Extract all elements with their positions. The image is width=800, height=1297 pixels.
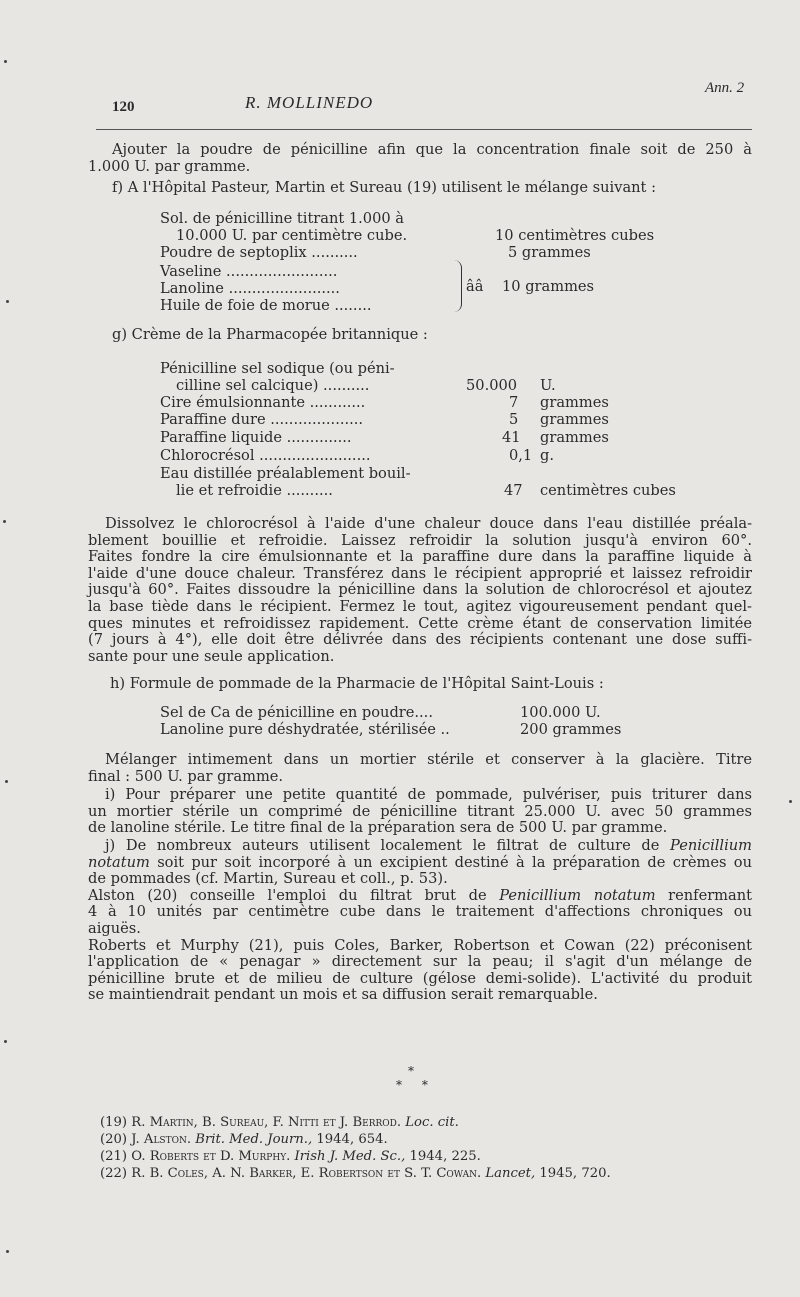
- formula-g-num: 5: [509, 411, 519, 428]
- footnote-number: (21): [100, 1149, 128, 1164]
- body-line: de pommades (cf. Martin, Sureau et coll., p. 53).: [88, 870, 448, 888]
- footnote-authors: R. Martin, B. Sureau, F. Nitti et J. Berrod.: [131, 1115, 402, 1130]
- formula-g-name: Paraffine dure ....................: [160, 411, 364, 428]
- body-line: 4 à 10 unités par centimètre cube dans le traitement d'affections chroniques ou: [88, 903, 752, 921]
- footnote-authors: J. Alston.: [131, 1132, 192, 1147]
- header-rule: [96, 129, 752, 130]
- body-line: sante pour une seule application.: [88, 647, 335, 665]
- body-line: Faites fondre la cire émulsionnante et la paraffine dure dans la paraffine liquide à: [88, 548, 752, 566]
- section-i-body: [88, 787, 752, 837]
- formula-h-qty: 200 grammes: [520, 721, 622, 738]
- formula-f-name: Huile de foie de morue ........: [160, 297, 372, 314]
- formula-g-unit: grammes: [540, 394, 609, 411]
- formula-f-qty: 10 centimètres cubes: [495, 227, 655, 244]
- separator-star: *: [408, 1064, 414, 1078]
- body-line: se maintiendrait pendant un mois et sa diffusion serait remarquable.: [88, 986, 598, 1004]
- brace-qty: 10 grammes: [502, 278, 595, 295]
- footnote-ref: Irish J. Med. Sc.,: [294, 1149, 406, 1164]
- formula-h-name: Lanoline pure déshydratée, stérilisée ..: [160, 721, 450, 738]
- footnote-tail: 1944, 654.: [316, 1132, 388, 1147]
- body-line: [88, 855, 752, 872]
- body-line: jusqu'à 60°. Faites dissoudre la pénicilline dans la solution de chlorocrésol et ajoutez: [88, 581, 752, 599]
- formula-g-name: Eau distillée préalablement bouil-: [160, 465, 411, 482]
- formula-g-name: Chlorocrésol ........................: [160, 447, 371, 464]
- formula-g-name: Cire émulsionnante ............: [160, 394, 366, 411]
- footnote-ref: Lancet,: [485, 1166, 536, 1181]
- species-name: Penicillium notatum: [499, 886, 656, 904]
- formula-g-unit: U.: [540, 377, 556, 394]
- section-h-title: h) Formule de pommade de la Pharmacie de l'Hôpital Saint-Louis :: [110, 675, 604, 692]
- intro-paragraph: [88, 142, 752, 175]
- scan-speck: [4, 60, 7, 63]
- formula-g-num: 47: [504, 482, 523, 499]
- footnote-authors: O. Roberts et D. Murphy.: [131, 1149, 291, 1164]
- formula-h-name: Sel de Ca de pénicilline en poudre....: [160, 704, 433, 721]
- body-line: Dissolvez le chlorocrésol à l'aide d'une chaleur douce dans l'eau distillée préala-: [105, 515, 752, 532]
- section-h-body: [88, 752, 752, 785]
- annotation-mark: Ann. 2: [705, 80, 745, 96]
- formula-g-unit: g.: [540, 447, 554, 464]
- footnote: [100, 1133, 388, 1148]
- body-line: l'aide d'une douce chaleur. Transférez dans le récipient approprié et laissez refroidir: [88, 564, 752, 582]
- scan-speck: [789, 800, 792, 803]
- body-line: blement bouillie et refroidie. Laissez refroidir la solution jusqu'à environ 60°.: [88, 531, 752, 549]
- species-name: notatum: [88, 853, 150, 871]
- formula-f-name: Vaseline ........................: [160, 263, 338, 280]
- formula-g-num: 0,1: [509, 447, 533, 464]
- running-header-author: R. MOLLINEDO: [245, 93, 374, 112]
- footnote-ref: Brit. Med. Journ.,: [195, 1132, 313, 1147]
- section-g-title: g) Crème de la Pharmacopée britannique :: [112, 326, 428, 343]
- formula-g-name: Paraffine liquide ..............: [160, 429, 352, 446]
- footnote-number: (22): [100, 1166, 128, 1181]
- formula-g-unit: grammes: [540, 429, 609, 446]
- formula-f-name: Sol. de pénicilline titrant 1.000 à: [160, 210, 405, 227]
- formula-f-name: Lanoline ........................: [160, 280, 340, 297]
- footnote-authors: R. B. Coles, A. N. Barker, E. Robertson et S. T. Cowan.: [131, 1166, 482, 1181]
- text-run: j) De nombreux auteurs utilisent localement le filtrat de culture de: [105, 837, 660, 854]
- formula-g-name: Pénicilline sel sodique (ou péni-: [160, 360, 395, 377]
- scan-speck: [5, 780, 8, 783]
- formula-h-qty: 100.000 U.: [520, 704, 601, 721]
- text-run: renfermant: [668, 886, 752, 904]
- text-run: soit pur soit incorporé à un excipient destiné à la préparation de crèmes ou: [157, 853, 752, 871]
- formula-f-qty: 5 grammes: [508, 244, 591, 261]
- body-line: ques minutes et refroidissez rapidement. Cette crème étant de conservation limitée: [88, 614, 752, 632]
- intro-line: 1.000 U. par gramme.: [88, 157, 251, 175]
- body-line: final : 500 U. par gramme.: [88, 767, 284, 785]
- body-line: (7 jours à 4°), elle doit être délivrée dans des récipients contenant une dose suffi-: [88, 631, 752, 649]
- scan-speck: [3, 520, 6, 523]
- body-line: pénicilline brute et de milieu de culture (gélose demi-solide). L'activité du produit: [88, 969, 752, 987]
- body-line: aiguës.: [88, 919, 141, 937]
- formula-g-num: 41: [502, 429, 521, 446]
- intro-line: Ajouter la poudre de pénicilline afin que la concentration finale soit de 250 à: [112, 141, 752, 158]
- formula-g-name: lie et refroidie ..........: [176, 482, 333, 499]
- text-run: Alston (20) conseille l'emploi du filtrat brut de: [88, 886, 487, 904]
- footnote-number: (20): [100, 1132, 128, 1147]
- body-line: de lanoline stérile. Le titre final de la préparation sera de 500 U. par gramme.: [88, 819, 668, 837]
- grouping-brace: [453, 260, 462, 312]
- footnote-ref: Loc. cit.: [405, 1115, 459, 1130]
- body-line: [88, 838, 752, 855]
- formula-g-num: 50.000: [466, 377, 518, 394]
- formula-g-unit: grammes: [540, 411, 609, 428]
- body-line: la base tiède dans le récipient. Fermez le tout, agitez vigoureusement pendant quel-: [88, 597, 752, 615]
- formula-g-unit: centimètres cubes: [540, 482, 676, 499]
- formula-g-num: 7: [509, 394, 519, 411]
- body-line: [88, 888, 752, 905]
- formula-f-name: 10.000 U. par centimètre cube.: [176, 227, 408, 244]
- footnote: [100, 1150, 481, 1165]
- body-line: Mélanger intimement dans un mortier stérile et conserver à la glacière. Titre: [105, 751, 752, 768]
- section-j-body: [88, 838, 752, 1004]
- footnote-number: (19): [100, 1115, 128, 1130]
- brace-label: ââ: [466, 278, 484, 295]
- footnote: [100, 1167, 611, 1182]
- scan-speck: [4, 1040, 7, 1043]
- formula-f-name: Poudre de septoplix ..........: [160, 244, 358, 261]
- body-line: Roberts et Murphy (21), puis Coles, Barker, Robertson et Cowan (22) préconisent: [88, 936, 752, 954]
- scan-speck: [6, 1250, 9, 1253]
- section-f-title: f) A l'Hôpital Pasteur, Martin et Sureau (19) utilisent le mélange suivant :: [112, 179, 656, 196]
- footnote: [100, 1116, 459, 1131]
- scan-speck: [6, 300, 9, 303]
- body-line: un mortier stérile un comprimé de pénicilline titrant 25.000 U. avec 50 grammes: [88, 802, 752, 820]
- body-line: i) Pour préparer une petite quantité de pommade, pulvériser, puis triturer dans: [105, 786, 752, 803]
- formula-g-name: cilline sel calcique) ..........: [176, 377, 370, 394]
- separator-stars: * *: [396, 1078, 436, 1092]
- section-g-body: [88, 516, 752, 665]
- page-number: 120: [112, 99, 135, 115]
- footnote-tail: 1945, 720.: [539, 1166, 611, 1181]
- species-name: Penicillium: [670, 837, 752, 854]
- footnote-tail: 1944, 225.: [409, 1149, 481, 1164]
- body-line: l'application de « penagar » directement sur la peau; il s'agit d'un mélange de: [88, 953, 752, 971]
